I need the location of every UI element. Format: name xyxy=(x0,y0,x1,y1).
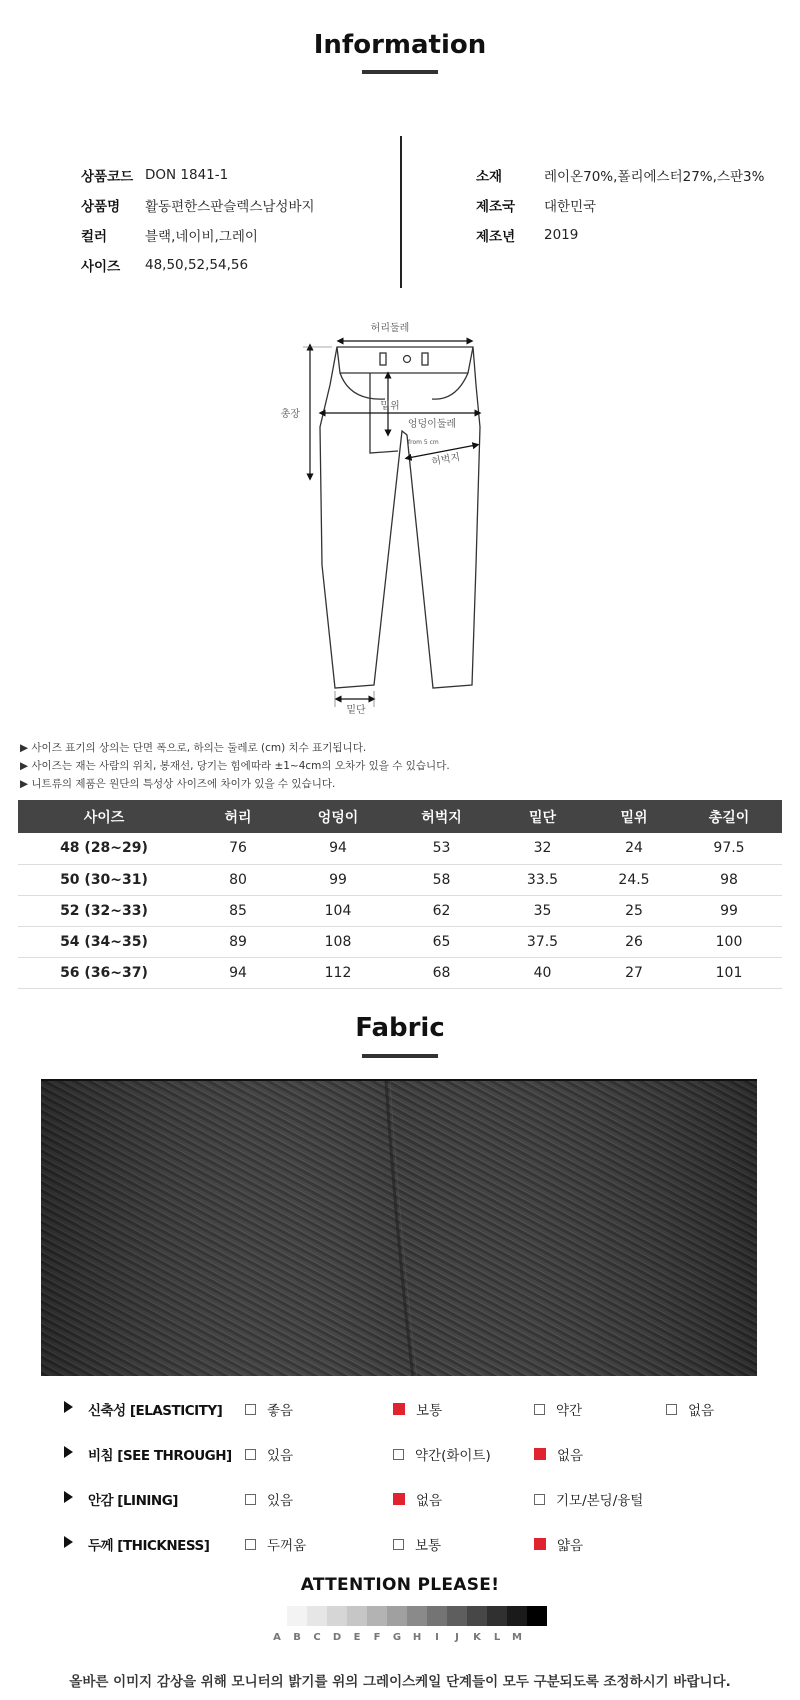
triangle-right-icon xyxy=(64,1491,73,1503)
grayscale-swatch xyxy=(527,1606,547,1626)
fabric-title: Fabric xyxy=(355,1013,445,1043)
size-cell: 52 (32~33) xyxy=(18,895,190,926)
option-label: 없음 xyxy=(688,1403,715,1419)
grayscale-letter: I xyxy=(435,1632,439,1643)
table-cell: 26 xyxy=(592,926,676,957)
grayscale-letter: D xyxy=(332,1632,342,1643)
option-label: 있음 xyxy=(267,1493,294,1509)
info-row-country xyxy=(476,190,764,220)
table-cell: 68 xyxy=(390,957,493,988)
option-elasticity-none[interactable] xyxy=(666,1399,714,1419)
size-table xyxy=(18,800,782,989)
note-line: ▶ 니트류의 제품은 원단의 특성상 사이즈에 차이가 있을 수 있습니다. xyxy=(20,778,336,790)
option-thickness-thin[interactable] xyxy=(534,1534,583,1554)
info-value: 레이온70%,폴리에스터27%,스판3% xyxy=(544,169,765,185)
table-row xyxy=(18,895,782,926)
checkbox-icon xyxy=(666,1404,677,1415)
table-cell: 76 xyxy=(190,833,286,864)
small-note-label: from 5 cm xyxy=(408,439,439,446)
table-cell: 25 xyxy=(592,895,676,926)
total-length-label: 총장 xyxy=(280,409,300,420)
header-cell: 허리 xyxy=(190,800,286,833)
info-right-column xyxy=(476,160,764,250)
grayscale-swatch xyxy=(387,1606,407,1626)
size-cell: 50 (30~31) xyxy=(18,864,190,895)
grayscale-letter: G xyxy=(392,1632,402,1643)
grayscale-letter: F xyxy=(373,1632,381,1643)
option-lining-none[interactable] xyxy=(393,1489,442,1509)
table-cell: 85 xyxy=(190,895,286,926)
waist-label: 허리둘레 xyxy=(370,323,410,334)
info-value: 2019 xyxy=(544,227,579,243)
property-name: 두께 [THICKNESS] xyxy=(88,1538,210,1554)
table-cell: 35 xyxy=(493,895,592,926)
triangle-right-icon xyxy=(64,1536,73,1548)
attention-title: ATTENTION PLEASE! xyxy=(300,1575,500,1595)
checkbox-checked-icon xyxy=(393,1403,405,1415)
option-label: 없음 xyxy=(416,1493,443,1509)
table-cell: 99 xyxy=(676,895,782,926)
table-cell: 98 xyxy=(676,864,782,895)
grayscale-swatch xyxy=(327,1606,347,1626)
header-cell: 허벅지 xyxy=(390,800,493,833)
fabric-title-underline xyxy=(362,1054,438,1058)
hem-label: 밑단 xyxy=(346,705,366,716)
grayscale-letter: M xyxy=(512,1632,522,1643)
table-cell: 58 xyxy=(390,864,493,895)
table-cell: 94 xyxy=(190,957,286,988)
info-value: 활동편한스판슬렉스남성바지 xyxy=(145,199,315,215)
checkbox-icon xyxy=(245,1494,256,1505)
option-label: 좋음 xyxy=(267,1403,294,1419)
table-cell: 101 xyxy=(676,957,782,988)
header-cell: 총길이 xyxy=(676,800,782,833)
grayscale-letter: K xyxy=(473,1632,481,1643)
checkbox-icon xyxy=(534,1404,545,1415)
property-lining xyxy=(0,1487,800,1511)
pants-measurement-diagram xyxy=(270,315,490,720)
checkbox-icon xyxy=(534,1494,545,1505)
info-label: 제조년 xyxy=(476,229,516,245)
table-cell: 32 xyxy=(493,833,592,864)
option-elasticity-good[interactable] xyxy=(245,1399,293,1419)
table-cell: 40 xyxy=(493,957,592,988)
option-label: 없음 xyxy=(557,1448,584,1464)
option-elasticity-slight[interactable] xyxy=(534,1399,582,1419)
checkbox-checked-icon xyxy=(393,1493,405,1505)
information-title: Information xyxy=(313,30,487,60)
pants-outline xyxy=(320,347,480,688)
checkbox-checked-icon xyxy=(534,1448,546,1460)
table-row xyxy=(18,864,782,895)
header-cell: 밑단 xyxy=(493,800,592,833)
table-cell: 37.5 xyxy=(493,926,592,957)
table-cell: 108 xyxy=(286,926,390,957)
option-label: 얇음 xyxy=(557,1538,584,1554)
info-row-size xyxy=(81,250,315,280)
info-label: 컬러 xyxy=(81,229,108,245)
grayscale-swatch xyxy=(507,1606,527,1626)
header-cell: 사이즈 xyxy=(18,800,190,833)
checkbox-checked-icon xyxy=(534,1538,546,1550)
grayscale-letter: B xyxy=(293,1632,301,1643)
property-name: 신축성 [ELASTICITY] xyxy=(88,1403,223,1419)
info-label: 상품명 xyxy=(81,199,121,215)
triangle-right-icon xyxy=(64,1446,73,1458)
waist-button-icon xyxy=(404,356,411,363)
info-row-year xyxy=(476,220,764,250)
size-cell: 54 (34~35) xyxy=(18,926,190,957)
grayscale-swatch xyxy=(447,1606,467,1626)
checkbox-icon xyxy=(393,1449,404,1460)
table-cell: 62 xyxy=(390,895,493,926)
fabric-texture-image xyxy=(41,1079,757,1376)
info-row-material xyxy=(476,160,764,190)
grayscale-letters xyxy=(267,1632,527,1643)
rise-label: 밑위 xyxy=(380,401,400,412)
grayscale-swatch xyxy=(427,1606,447,1626)
grayscale-swatch xyxy=(407,1606,427,1626)
grayscale-swatch xyxy=(467,1606,487,1626)
property-see-through xyxy=(0,1442,800,1466)
table-cell: 100 xyxy=(676,926,782,957)
grayscale-letter: C xyxy=(313,1632,321,1643)
info-value: DON 1841-1 xyxy=(145,167,229,183)
table-cell: 94 xyxy=(286,833,390,864)
option-lining-brushed[interactable] xyxy=(534,1489,643,1509)
grayscale-swatch xyxy=(487,1606,507,1626)
grayscale-letter: H xyxy=(412,1632,422,1643)
info-label: 소재 xyxy=(476,169,503,185)
property-name: 비침 [SEE THROUGH] xyxy=(88,1448,232,1464)
table-cell: 112 xyxy=(286,957,390,988)
checkbox-icon xyxy=(245,1404,256,1415)
property-name: 안감 [LINING] xyxy=(88,1493,178,1509)
table-cell: 24 xyxy=(592,833,676,864)
option-label: 보통 xyxy=(415,1538,442,1554)
grayscale-letter: J xyxy=(455,1632,459,1643)
note-line: ▶ 사이즈는 재는 사람의 위치, 봉재선, 당기는 힘에따라 ±1~4cm의 오차가 있을 수 있습니다. xyxy=(20,760,450,772)
option-label: 있음 xyxy=(267,1448,294,1464)
size-cell: 56 (36~37) xyxy=(18,957,190,988)
table-cell: 33.5 xyxy=(493,864,592,895)
size-cell: 48 (28~29) xyxy=(18,833,190,864)
hip-label: 엉덩이둘레 xyxy=(407,419,457,430)
checkbox-icon xyxy=(245,1449,256,1460)
option-lining-yes[interactable] xyxy=(245,1489,293,1509)
note-line: ▶ 사이즈 표기의 상의는 단면 폭으로, 하의는 둘레로 (cm) 치수 표기됩니다. xyxy=(20,742,367,754)
info-value: 블랙,네이비,그레이 xyxy=(145,229,258,245)
table-cell: 80 xyxy=(190,864,286,895)
grayscale-letter: E xyxy=(353,1632,361,1643)
table-cell: 27 xyxy=(592,957,676,988)
option-thickness-thick[interactable] xyxy=(245,1534,306,1554)
information-title-underline xyxy=(362,70,438,74)
table-row xyxy=(18,833,782,864)
info-label: 제조국 xyxy=(476,199,516,215)
option-thickness-normal[interactable] xyxy=(393,1534,441,1554)
option-label: 기모/본딩/융털 xyxy=(556,1493,644,1509)
attention-note: 올바른 이미지 감상을 위해 모니터의 밝기를 위의 그레이스케일 단계들이 모두 구분되도록 조정하시기 바랍니다. xyxy=(69,1674,731,1690)
triangle-right-icon xyxy=(64,1401,73,1413)
grayscale-letter: L xyxy=(493,1632,501,1643)
table-cell: 104 xyxy=(286,895,390,926)
info-label: 사이즈 xyxy=(81,259,121,275)
option-elasticity-normal[interactable] xyxy=(393,1399,442,1419)
info-value: 대한민국 xyxy=(544,199,597,215)
header-cell: 밑위 xyxy=(592,800,676,833)
option-label: 약간 xyxy=(556,1403,583,1419)
table-cell: 89 xyxy=(190,926,286,957)
table-cell: 65 xyxy=(390,926,493,957)
info-value: 48,50,52,54,56 xyxy=(145,257,249,273)
thigh-label: 허벅지 xyxy=(430,452,462,468)
size-notes xyxy=(20,739,450,793)
checkbox-icon xyxy=(393,1539,404,1550)
option-label: 두꺼움 xyxy=(267,1538,307,1554)
info-row-product-code xyxy=(81,160,315,190)
header-cell: 엉덩이 xyxy=(286,800,390,833)
info-row-product-name xyxy=(81,190,315,220)
option-see-through-yes[interactable] xyxy=(245,1444,293,1464)
table-cell: 24.5 xyxy=(592,864,676,895)
grayscale-swatch xyxy=(287,1606,307,1626)
grayscale-swatch xyxy=(367,1606,387,1626)
info-divider xyxy=(400,136,402,288)
property-thickness xyxy=(0,1532,800,1556)
table-row xyxy=(18,957,782,988)
grayscale-bar xyxy=(287,1606,547,1626)
checkbox-icon xyxy=(245,1539,256,1550)
option-see-through-slight-white[interactable] xyxy=(393,1444,491,1464)
table-cell: 53 xyxy=(390,833,493,864)
option-label: 보통 xyxy=(416,1403,443,1419)
info-left-column xyxy=(81,160,315,280)
info-label: 상품코드 xyxy=(81,169,134,185)
grayscale-letter: A xyxy=(273,1632,281,1643)
grayscale-swatch xyxy=(307,1606,327,1626)
grayscale-swatch xyxy=(347,1606,367,1626)
property-elasticity xyxy=(0,1397,800,1421)
size-table-header xyxy=(18,800,782,833)
info-row-color xyxy=(81,220,315,250)
table-row xyxy=(18,926,782,957)
option-label: 약간(화이트) xyxy=(415,1448,491,1464)
table-cell: 97.5 xyxy=(676,833,782,864)
table-cell: 99 xyxy=(286,864,390,895)
option-see-through-none[interactable] xyxy=(534,1444,583,1464)
